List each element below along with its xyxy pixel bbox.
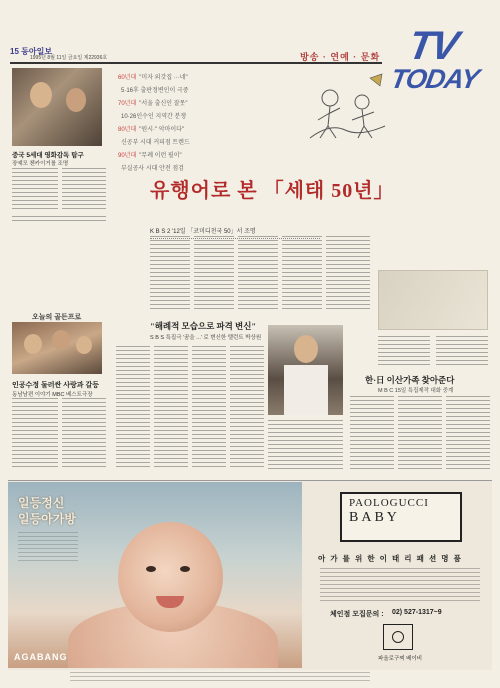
text-column (268, 420, 343, 470)
section-title: 방송 · 연예 · 문화 (300, 52, 381, 62)
photo3-caption: 인공수정 둘러싼 사랑과 갈등 (12, 382, 99, 389)
footer-text (70, 672, 370, 682)
quote-subhead: S B S 특집극 '꿈을 ...' 로 변신한 탤런트 박상원 (150, 335, 262, 341)
photo1-caption: 중국 5세대 영화감독 탐구 (12, 152, 84, 159)
text-column (12, 216, 106, 224)
list-item: 5·16후 출판정변인이 극중 (121, 88, 189, 94)
photo-actor (268, 325, 343, 415)
paologucci-brand: PAOLOGUCCI (349, 497, 429, 509)
agabang-brand: AGABANG (14, 652, 68, 662)
baby-face (118, 522, 223, 632)
photo-chinese-directors (12, 68, 102, 146)
catchphrase-list (118, 72, 298, 176)
photo1-subcaption: 장예모 첸카이거를 조명 (12, 161, 69, 167)
ad-footer: 파올로구찌 베이비 (378, 656, 423, 662)
text-column (378, 336, 430, 368)
agabang-slogan: 일등정신 일등아가방 (18, 496, 76, 526)
photo-golden-program (12, 322, 102, 374)
logo-today: TODAY (388, 64, 481, 94)
cartoon-illustration (300, 68, 392, 148)
page-number: 15 동아일보 (10, 47, 53, 56)
text-column (194, 236, 234, 312)
text-column (116, 346, 150, 470)
logo-tv: TV (405, 24, 461, 68)
paologucci-baby: BABY (349, 510, 400, 525)
text-column (192, 346, 226, 470)
ad-body-text (320, 568, 480, 602)
date-line: 1995년 8월 11일 금요일 제22936호 (30, 55, 108, 61)
list-item: 10·26인수인 지역간 분쟁 (121, 114, 187, 120)
list-item: 60년대 "미자 외갓집 ···네" (118, 75, 188, 81)
list-item: 부실공사 시대 안전 점검 (121, 166, 184, 172)
text-column (62, 398, 106, 468)
list-item: 70년대 "서울 출신인 잘못" (118, 101, 188, 107)
text-column (230, 346, 264, 470)
ad-tagline: 아 가 를 위 한 이 태 리 패 션 명 품 (318, 554, 463, 563)
text-column (12, 398, 58, 468)
golden-program-label: 오늘의 골든프로 (32, 314, 82, 321)
text-column (154, 346, 188, 470)
text-column (350, 396, 394, 470)
tv-today-logo (385, 24, 490, 110)
ad-text (18, 532, 78, 562)
list-item: 80년대 "원시·" 악마이다" (118, 127, 185, 133)
quote-headline: "해례적 모습으로 파격 변신" (150, 321, 257, 331)
text-column (238, 236, 278, 312)
brand-emblem-icon (383, 624, 413, 650)
map-illustration (378, 270, 488, 330)
list-item: 90년대 "무례 이런 필이" (118, 153, 182, 159)
text-column (436, 336, 488, 368)
side-headline: 한·日 이산가족 찾아준다 (365, 375, 455, 385)
text-column (398, 396, 442, 470)
text-column (326, 236, 370, 312)
phone-label: 체인점 모집문의 : (330, 611, 384, 618)
article-headline: 유행어로 본 「세태 50년」 (150, 180, 395, 202)
text-column (150, 236, 190, 312)
article-subhead: K B S 2 '12일 「코미디천국 50」서 조명 (150, 229, 256, 235)
side-subhead: M B C 15일 특집제작 대화 중계 (378, 388, 454, 394)
text-column (12, 168, 58, 212)
phone-number: 02) 527-1317~9 (392, 609, 442, 616)
list-item: 신공부 시대 커피점 트렌드 (121, 140, 190, 146)
text-column (282, 236, 322, 312)
text-column (62, 168, 106, 212)
photo3-subcaption: 동남남편 이야기 MBC 베스트극장 (12, 392, 93, 398)
text-column (446, 396, 490, 470)
